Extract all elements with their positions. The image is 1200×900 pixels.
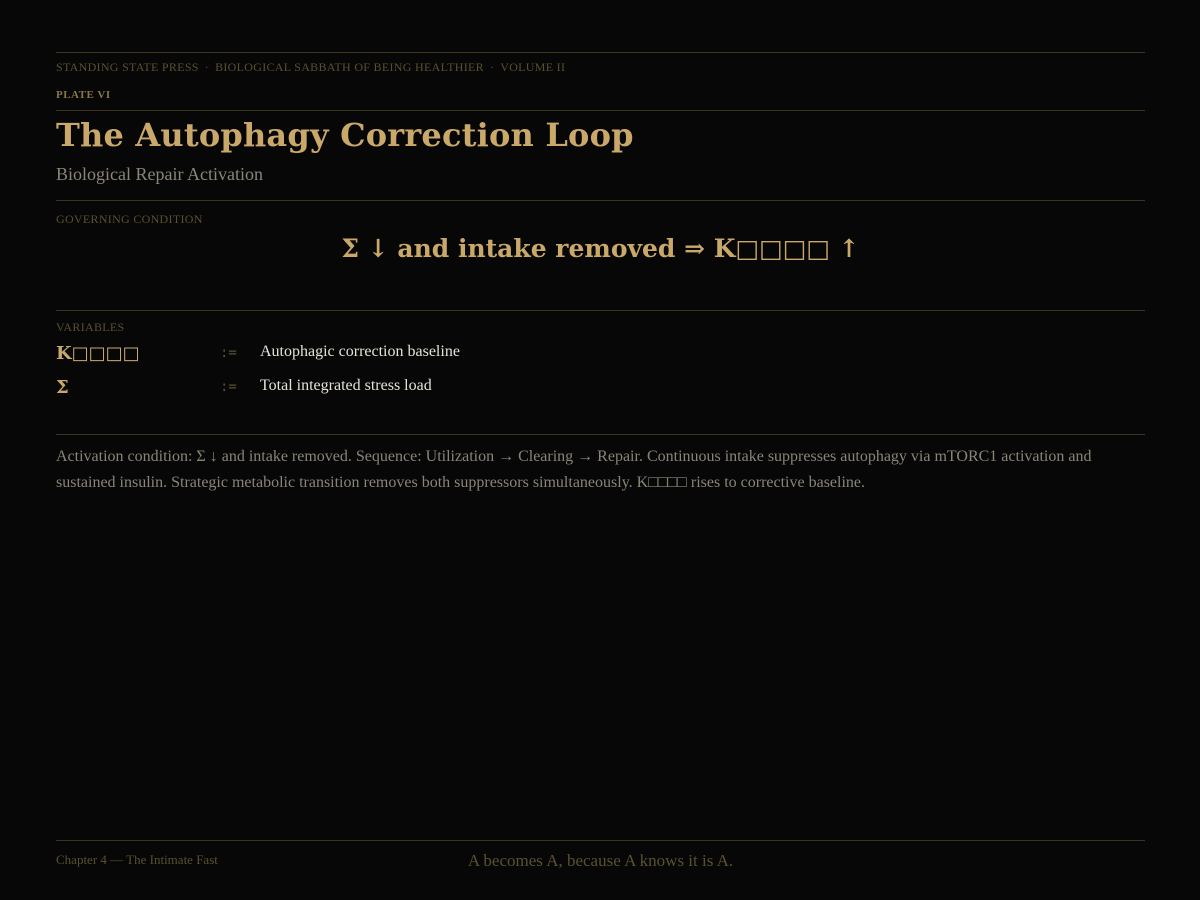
page-title: The Autophagy Correction Loop [56, 116, 634, 154]
body-rule [56, 434, 1145, 435]
header-separator: · [204, 60, 210, 74]
header-separator: · [489, 60, 495, 74]
variables-rule [56, 310, 1145, 311]
body-paragraph: Activation condition: Σ ↓ and intake removed. Sequence: Utilization → Clearing → Repair. Continuous intake suppresses autophagy via mTORC1 activation and sustained insulin. Strategic metabolic transition removes both suppressors simultaneously. K□□□□ rises to corrective baseline. [56, 448, 1092, 491]
plate-number: PLATE VI [56, 89, 111, 101]
volume-label: VOLUME II [500, 60, 566, 74]
footer-rule [56, 840, 1145, 841]
governing-formula: Σ ↓ and intake removed ⇒ K□□□□ ↑ [341, 234, 860, 263]
variable-symbol: Σ [56, 377, 69, 398]
top-rule [56, 52, 1145, 53]
variable-row [56, 343, 1145, 367]
variable-description: Autophagic correction baseline [260, 343, 460, 360]
variables-label: VARIABLES [56, 320, 125, 334]
definition-operator: := [220, 345, 237, 361]
variable-description: Total integrated stress load [260, 377, 432, 394]
plate-page [56, 0, 1145, 900]
chapter-label: Chapter 4 — The Intimate Fast [56, 852, 218, 867]
governing-rule [56, 200, 1145, 201]
definition-operator: := [220, 379, 237, 395]
governing-label: GOVERNING CONDITION [56, 212, 203, 226]
variable-symbol: K□□□□ [56, 343, 140, 364]
series-name: BIOLOGICAL SABBATH OF BEING HEALTHIER [215, 60, 484, 74]
running-header [56, 60, 565, 75]
variable-row [56, 377, 1145, 401]
page-subtitle: Biological Repair Activation [56, 164, 263, 184]
footer-motto: A becomes A, because A knows it is A. [467, 851, 734, 870]
publisher-name: STANDING STATE PRESS [56, 60, 199, 74]
title-rule [56, 110, 1145, 111]
